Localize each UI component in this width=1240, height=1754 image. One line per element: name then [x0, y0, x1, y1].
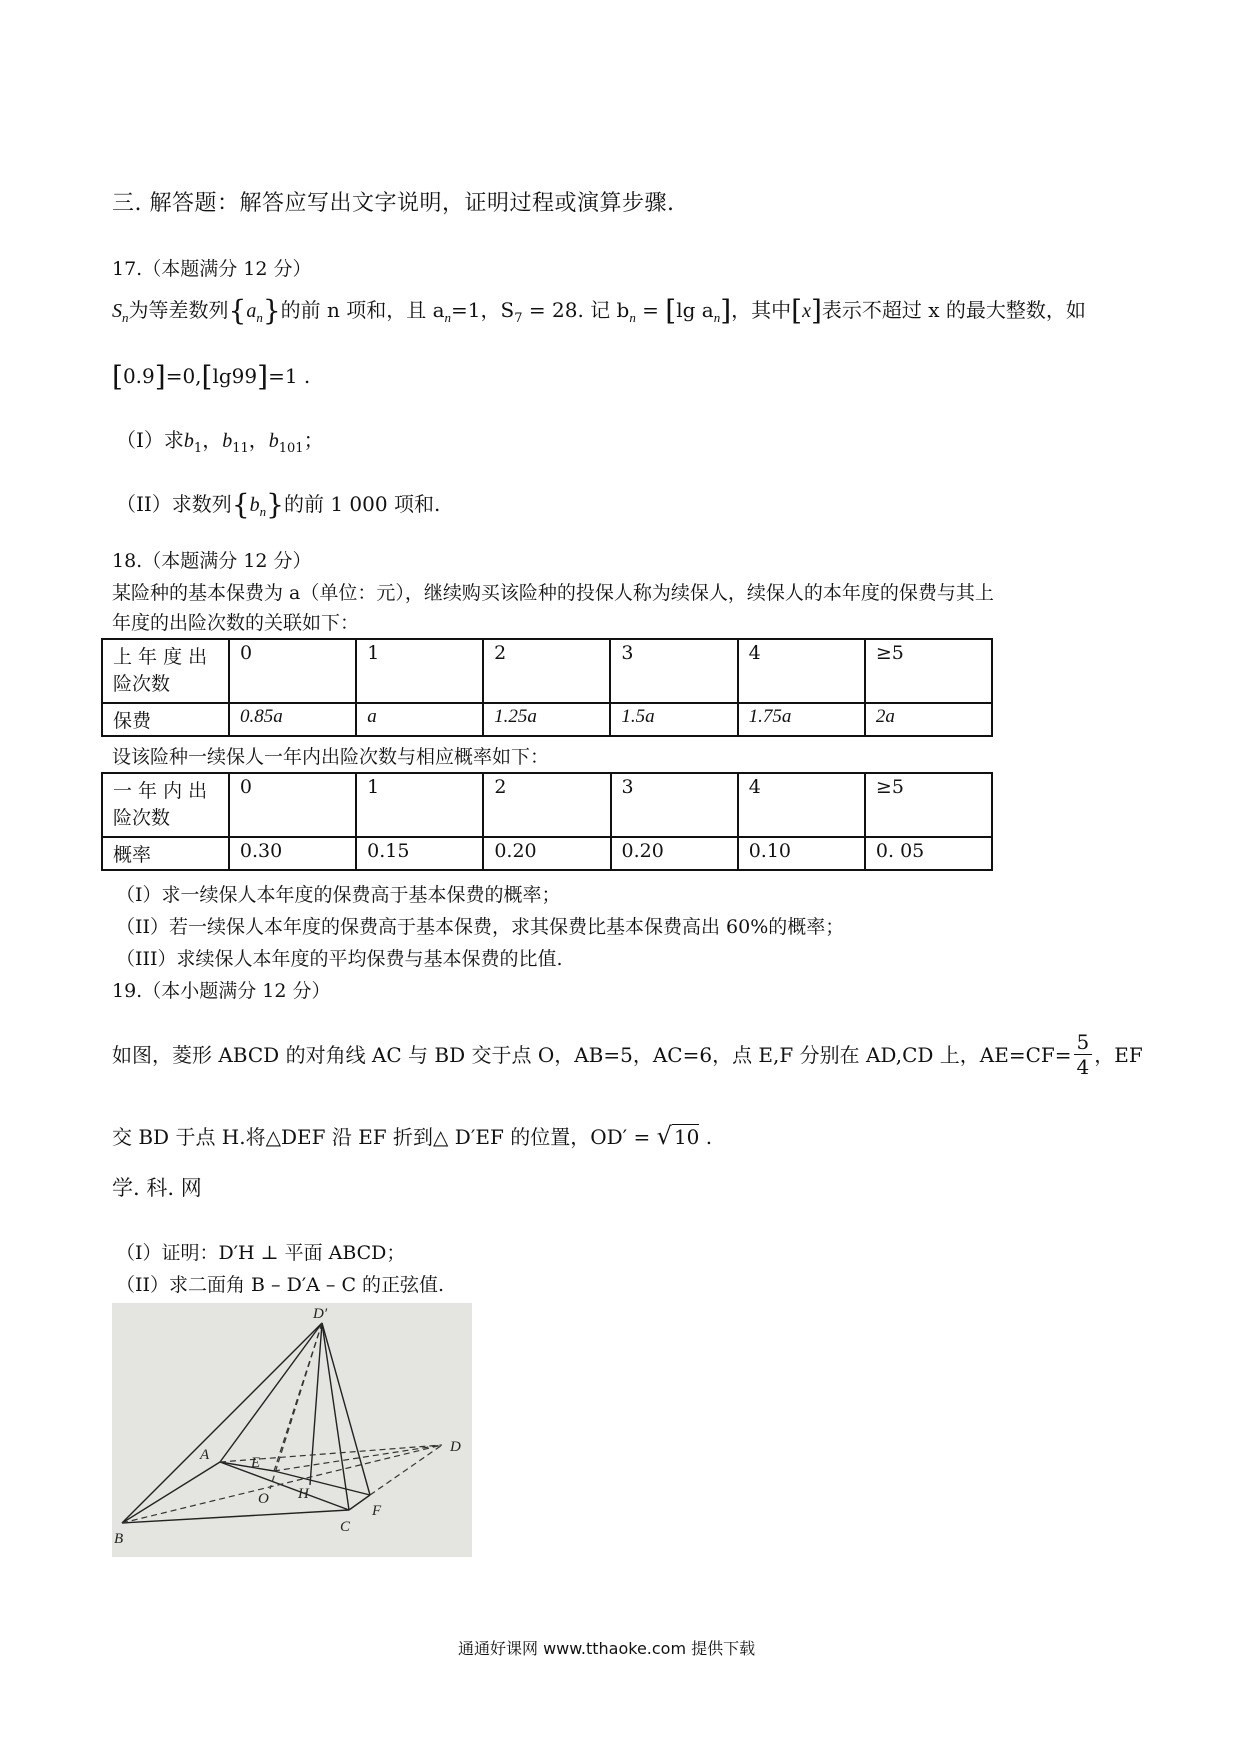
edge-A-Dp — [220, 1323, 322, 1462]
table-header-cell: 概率 — [102, 837, 229, 870]
q18-part3: （III）求续保人本年度的平均保费与基本保费的比值. — [116, 948, 563, 970]
edge-C-F — [349, 1495, 370, 1510]
edge-E-D — [274, 1445, 442, 1471]
math-S: S — [112, 300, 122, 322]
table-cell: 0.15 — [356, 837, 483, 870]
q17-header: 17.（本题满分 12 分） — [112, 258, 312, 280]
label-H: H — [298, 1486, 309, 1502]
table-cell: 4 — [738, 639, 865, 703]
q17-statement-line2: [0.9]=0,[lg99]=1 . — [112, 360, 311, 393]
geometry-figure — [112, 1303, 472, 1557]
table-cell: 1.25a — [483, 703, 610, 736]
table-row — [102, 703, 992, 736]
table-header-cell: 一 年 内 出 险次数 — [102, 773, 229, 837]
table-cell: 3 — [611, 773, 738, 837]
q18-mid-text: 设该险种一续保人一年内出险次数与相应概率如下： — [112, 746, 550, 768]
edge-B-Dp — [122, 1323, 322, 1523]
q18-header: 18.（本题满分 12 分） — [112, 550, 312, 572]
q17-part2: （II）求数列$\{b_n\}$的前 1 000 项和. — [116, 488, 441, 521]
label-E: E — [251, 1455, 261, 1471]
q19-part1: （I）证明：D′H ⊥ 平面 ABCD； — [116, 1242, 406, 1264]
brace-open: { — [228, 294, 247, 327]
label-Dp: D′ — [313, 1306, 328, 1322]
q19-line1: 如图，菱形 ABCD 的对角线 AC 与 BD 交于点 O，AB=5，AC=6，点 E,F 分别在 AD,CD 上，AE=CF= $\frac{5}{4}$ ，EF — [112, 1030, 1143, 1079]
table-cell: 0.20 — [483, 837, 610, 870]
table-cell: a — [356, 703, 483, 736]
table-cell: 1.5a — [610, 703, 737, 736]
q19-part2: （II）求二面角 B – D′A – C 的正弦值. — [116, 1274, 445, 1296]
q18-intro-line2: 年度的出险次数的关联如下： — [112, 612, 360, 634]
table-cell: 0 — [229, 639, 356, 703]
q18-part1: （I）求一续保人本年度的保费高于基本保费的概率； — [116, 884, 561, 906]
label-F: F — [372, 1503, 382, 1519]
table-cell: 1 — [356, 639, 483, 703]
edge-Dp-F — [322, 1323, 370, 1495]
q19-line2: 交 BD 于点 H.将△DEF 沿 EF 折到△ D′EF 的位置，OD′ = √ 10 . — [112, 1120, 712, 1153]
q18-part2: （II）若一续保人本年度的保费高于基本保费，求其保费比基本保费高出 60%的概率； — [116, 916, 845, 938]
label-D: D — [450, 1439, 461, 1455]
table-cell: 0 — [229, 773, 356, 837]
q17-statement-line1: $S_n$为等差数列$\{a_n\}$的前 n 项和，且 $a_n=1$，$S_7 = 28$. 记 $b_n = [\lg$ $a_n$]，其中[x]表示不超过 x 的最大整数，如 — [112, 294, 1086, 327]
table-cell: 0.85a — [229, 703, 356, 736]
edge-Dp-O — [270, 1323, 322, 1489]
q17-part1: （I）求$b_1$，$b_{11}$，$b_{101}$； — [116, 428, 324, 456]
sqrt-ten: √ 10 — [656, 1122, 700, 1150]
label-O: O — [258, 1491, 269, 1507]
watermark-text: 学. 科. 网 — [112, 1176, 202, 1200]
edge-A-E — [220, 1462, 274, 1471]
table-cell: 0.30 — [229, 837, 356, 870]
table-cell: 2a — [865, 703, 992, 736]
edge-Dp-H — [310, 1323, 322, 1485]
table-cell: 0.10 — [738, 837, 865, 870]
label-B: B — [114, 1531, 124, 1547]
table-header-cell: 保费 — [102, 703, 229, 736]
q19-header: 19.（本小题满分 12 分） — [112, 980, 331, 1002]
section-heading: 三. 解答题：解答应写出文字说明，证明过程或演算步骤. — [112, 191, 675, 216]
edge-F-D — [370, 1445, 442, 1495]
footer-text: 通通好课网 www.tthaoke.com 提供下载 — [458, 1639, 756, 1658]
edge-Dp-C — [322, 1323, 349, 1510]
table-row — [102, 639, 992, 703]
table-header-cell: 上 年 度 出 险次数 — [102, 639, 229, 703]
q18-intro-line1: 某险种的基本保费为 a（单位：元），继续购买该险种的投保人称为续保人，续保人的本年度的保费与其上 — [112, 582, 994, 604]
table-cell: ≥5 — [865, 639, 992, 703]
table-cell: 2 — [483, 639, 610, 703]
table-cell: ≥5 — [865, 773, 992, 837]
fraction-five-quarters: $\frac{5}{4}$ — [1074, 1030, 1093, 1079]
table-row — [102, 773, 992, 837]
probability-table — [101, 772, 993, 871]
table-cell: 1 — [356, 773, 483, 837]
table-cell: 3 — [610, 639, 737, 703]
premium-table — [101, 638, 993, 737]
edge-B-A — [122, 1462, 220, 1523]
table-row — [102, 837, 992, 870]
table-cell: 0. 05 — [865, 837, 992, 870]
table-cell: 4 — [738, 773, 865, 837]
label-A: A — [200, 1447, 210, 1463]
pyramid-diagram — [112, 1303, 472, 1557]
table-cell: 0.20 — [611, 837, 738, 870]
edge-B-C — [122, 1510, 349, 1523]
label-C: C — [340, 1519, 351, 1535]
brace-close: } — [262, 294, 281, 327]
table-cell: 1.75a — [738, 703, 865, 736]
table-cell: 2 — [483, 773, 610, 837]
